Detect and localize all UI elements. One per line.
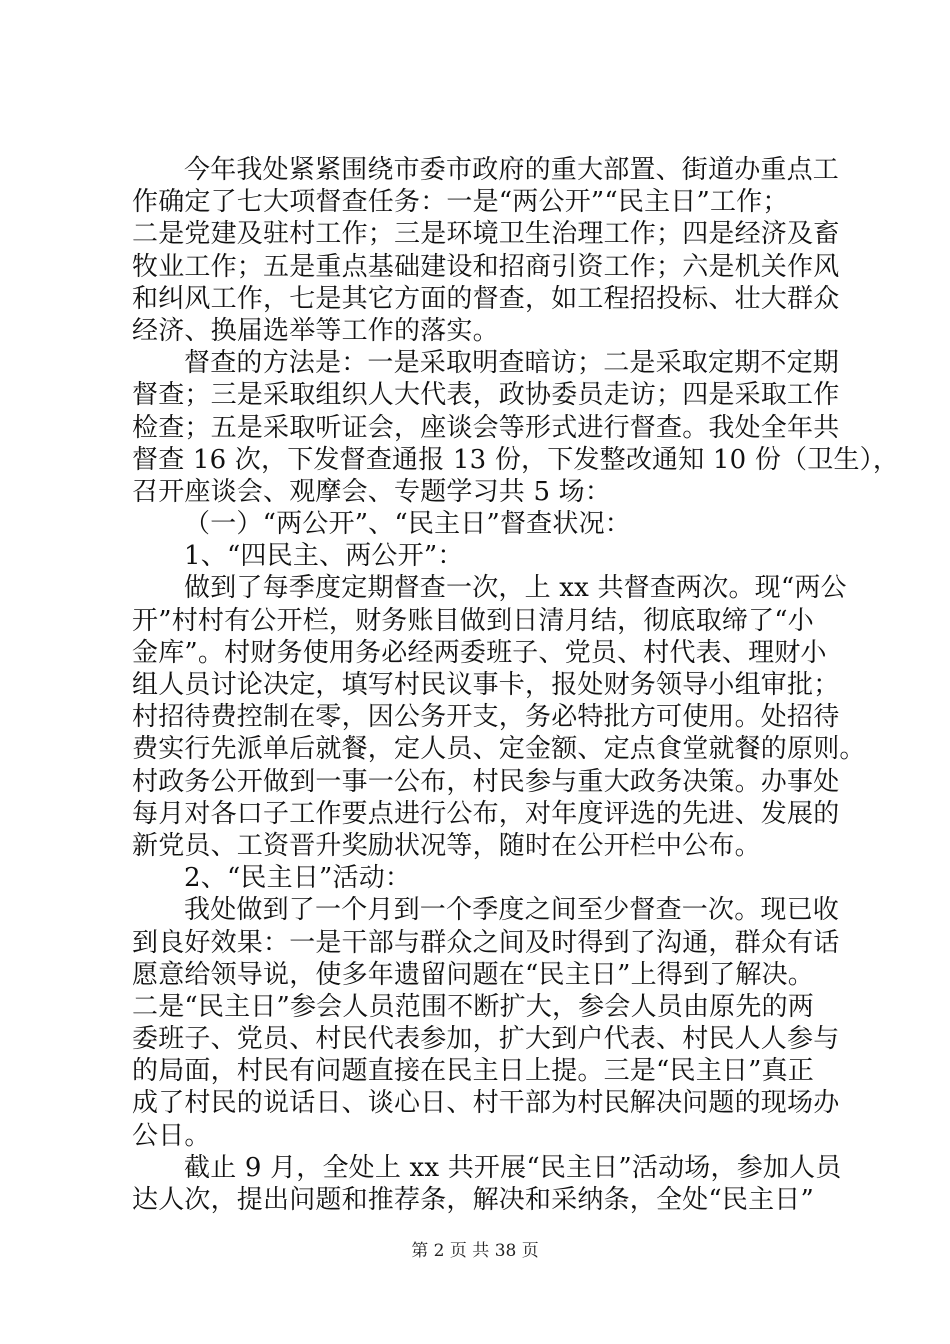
text-line: 成了村民的说话日、谈心日、村干部为村民解决问题的现场办 bbox=[132, 1088, 840, 1119]
document-body bbox=[132, 154, 900, 1216]
text-line: 二是“民主日”参会人员范围不断扩大，参会人员由原先的两 bbox=[132, 991, 814, 1022]
page-footer: 第 2 页 共 38 页 bbox=[411, 1241, 539, 1261]
text-line: 牧业工作；五是重点基础建设和招商引资工作；六是机关作风 bbox=[132, 251, 840, 282]
text-line: 村招待费控制在零，因公务开支，务必特批方可使用。处招待 bbox=[132, 702, 840, 733]
text-line: 每月对各口子工作要点进行公布，对年度评选的先进、发展的 bbox=[132, 798, 840, 829]
text-line: 愿意给领导说，使多年遗留问题在“民主日”上得到了解决。 bbox=[132, 959, 814, 990]
text-line: 开”村村有公开栏，财务账目做到日清月结，彻底取缔了“小 bbox=[132, 605, 814, 636]
text-line: 检查；五是采取听证会，座谈会等形式进行督查。我处全年共 bbox=[132, 412, 840, 443]
text-line: 我处做到了一个月到一个季度之间至少督查一次。现已收 bbox=[184, 895, 840, 926]
text-line: 2、“民主日”活动： bbox=[184, 863, 412, 894]
text-line: 的局面，村民有问题直接在民主日上提。三是“民主日”真正 bbox=[132, 1056, 814, 1087]
text-line: 督查 16 次，下发督查通报 13 份，下发整改通知 10 份（卫生）， bbox=[132, 444, 900, 475]
text-line: 经济、换届选举等工作的落实。 bbox=[132, 315, 499, 346]
text-line: （一）“两公开”、“民主日”督查状况： bbox=[184, 509, 631, 540]
text-line: 今年我处紧紧围绕市委市政府的重大部置、街道办重点工 bbox=[184, 155, 840, 185]
text-line: 1、“四民主、两公开”： bbox=[184, 541, 464, 572]
text-line: 公日。 bbox=[132, 1120, 211, 1151]
text-line: 督查；三是采取组织人大代表，政协委员走访；四是采取工作 bbox=[132, 380, 840, 411]
text-line: 费实行先派单后就餐，定人员、定金额、定点食堂就餐的原则。 bbox=[132, 734, 866, 765]
text-line: 作确定了七大项督查任务：一是“两公开”“民主日”工作； bbox=[132, 187, 789, 218]
text-line: 到良好效果：一是干部与群众之间及时得到了沟通，群众有话 bbox=[132, 927, 840, 958]
text-line: 截止 9 月，全处上 xx 共开展“民主日”活动场，参加人员 bbox=[184, 1152, 842, 1183]
text-line: 达人次，提出问题和推荐条，解决和采纳条，全处“民主日” bbox=[132, 1185, 814, 1215]
text-line: 委班子、党员、村民代表参加，扩大到户代表、村民人人参与 bbox=[132, 1024, 840, 1055]
text-line: 二是党建及驻村工作；三是环境卫生治理工作；四是经济及畜 bbox=[132, 219, 840, 250]
text-line: 和纠风工作，七是其它方面的督查，如工程招投标、壮大群众 bbox=[132, 283, 840, 314]
text-line: 督查的方法是：一是采取明查暗访；二是采取定期不定期 bbox=[184, 348, 840, 379]
text-line: 做到了每季度定期督查一次，上 xx 共督查两次。现“两公 bbox=[184, 573, 847, 604]
text-line: 组人员讨论决定，填写村民议事卡，报处财务领导小组审批； bbox=[132, 670, 840, 700]
text-line: 召开座谈会、观摩会、专题学习共 5 场： bbox=[132, 476, 612, 507]
text-line: 新党员、工资晋升奖励状况等，随时在公开栏中公布。 bbox=[132, 830, 761, 861]
text-line: 村政务公开做到一事一公布，村民参与重大政务决策。办事处 bbox=[132, 766, 840, 797]
text-line: 金库”。村财务使用务必经两委班子、党员、村代表、理财小 bbox=[132, 637, 827, 668]
